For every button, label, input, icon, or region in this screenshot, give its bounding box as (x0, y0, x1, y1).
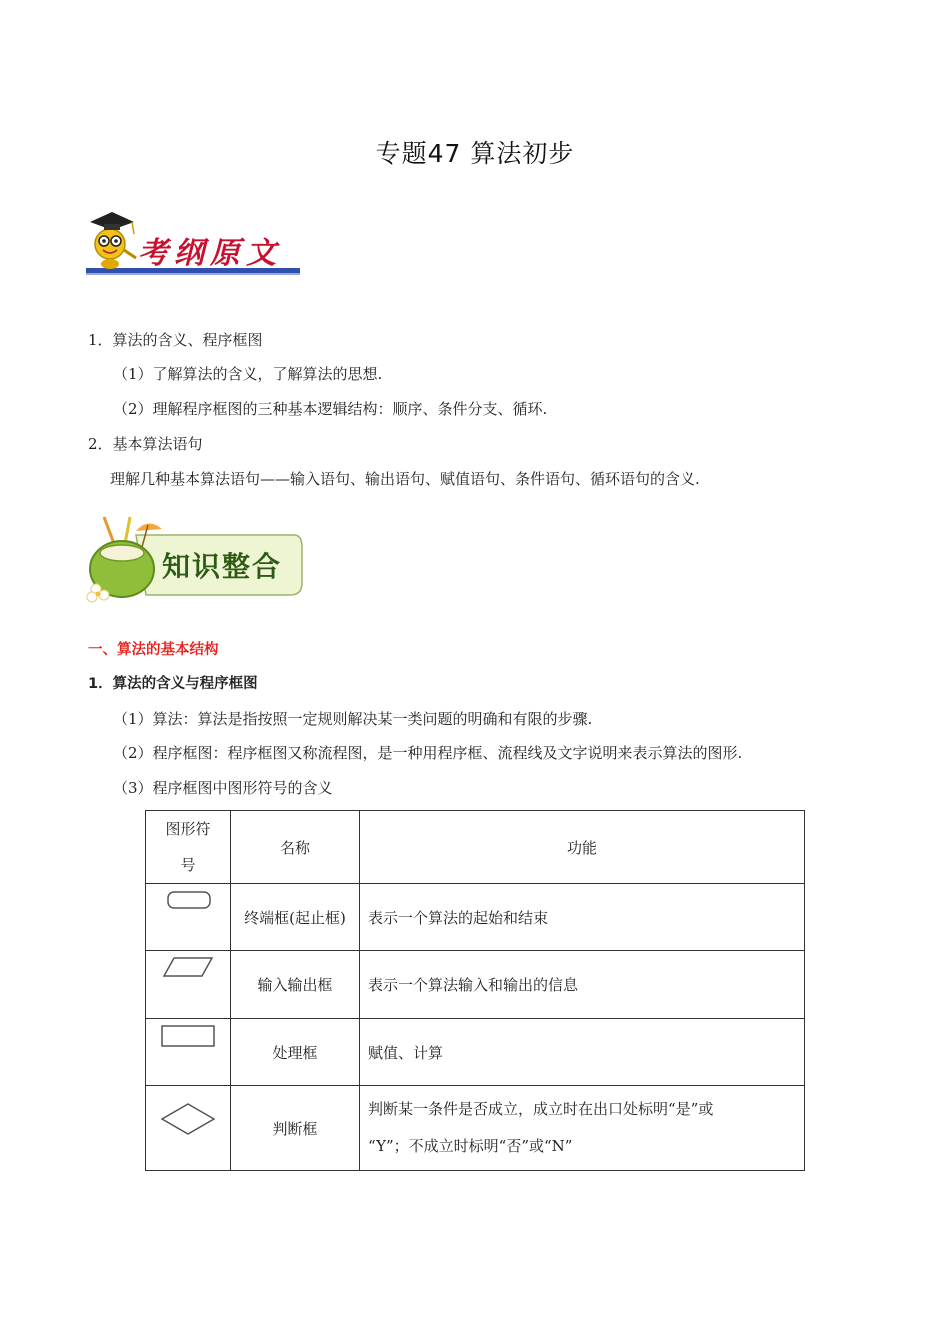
section-heading: 一、算法的基本结构 (88, 642, 219, 658)
outline-item-1-2: （2）理解程序框图的三种基本逻辑结构：顺序、条件分支、循环. (113, 400, 548, 418)
terminal-shape-icon (166, 890, 212, 912)
table-row (146, 1019, 805, 1086)
outline-item-2-1: 理解几种基本算法语句——输入语句、输出语句、赋值语句、条件语句、循环语句的含义. (110, 470, 700, 488)
symbol-table (145, 810, 805, 1171)
outline-item-1: 1．算法的含义、程序框图 (88, 331, 263, 349)
paragraph-algorithm: （1）算法：算法是指按照一定规则解决某一类问题的明确和有限的步骤. (113, 710, 593, 728)
paragraph-flowchart: （2）程序框图：程序框图又称流程图，是一种用程序框、流程线及文字说明来表示算法的图形. (113, 744, 743, 762)
name-cell: 处理框 (231, 1019, 360, 1086)
knowledge-banner-label: 知识整合 (162, 550, 283, 583)
outline-item-2: 2．基本算法语句 (88, 435, 203, 453)
header-name: 名称 (231, 811, 360, 884)
name-cell: 输入输出框 (231, 951, 360, 1019)
knowledge-banner (86, 513, 306, 603)
table-row (146, 951, 805, 1019)
rectangle-shape-icon (160, 1024, 218, 1050)
name-cell: 终端框(起止框) (231, 884, 360, 951)
parallelogram-shape-icon (160, 955, 216, 979)
function-line-2: “Y”；不成立时标明“否”或“N” (368, 1137, 573, 1155)
symbol-cell (146, 1019, 231, 1086)
function-cell (360, 1086, 805, 1171)
function-cell: 表示一个算法的起始和结束 (360, 884, 805, 951)
header-symbol (146, 811, 231, 884)
symbol-cell (146, 884, 231, 951)
outline-item-1-1: （1）了解算法的含义，了解算法的思想. (113, 365, 383, 383)
paragraph-symbols: （3）程序框图中图形符号的含义 (113, 779, 333, 797)
header-symbol-line2: 号 (180, 856, 196, 874)
subsection-heading: 1．算法的含义与程序框图 (88, 676, 258, 692)
function-line-1: 判断某一条件是否成立，成立时在出口处标明“是”或 (368, 1100, 714, 1118)
table-row (146, 1086, 805, 1171)
function-cell: 表示一个算法输入和输出的信息 (360, 951, 805, 1019)
name-cell: 判断框 (231, 1086, 360, 1171)
symbol-cell (146, 1086, 231, 1171)
symbol-cell (146, 951, 231, 1019)
outline-banner-label: 考纲原文 (138, 236, 282, 271)
header-function: 功能 (360, 811, 805, 884)
outline-banner (84, 206, 302, 280)
table-row (146, 884, 805, 951)
table-header-row (146, 811, 805, 884)
function-cell: 赋值、计算 (360, 1019, 805, 1086)
diamond-shape-icon (160, 1102, 216, 1136)
page-title: 专题47 算法初步 (375, 139, 575, 168)
header-symbol-line1: 图形符 (165, 820, 211, 838)
